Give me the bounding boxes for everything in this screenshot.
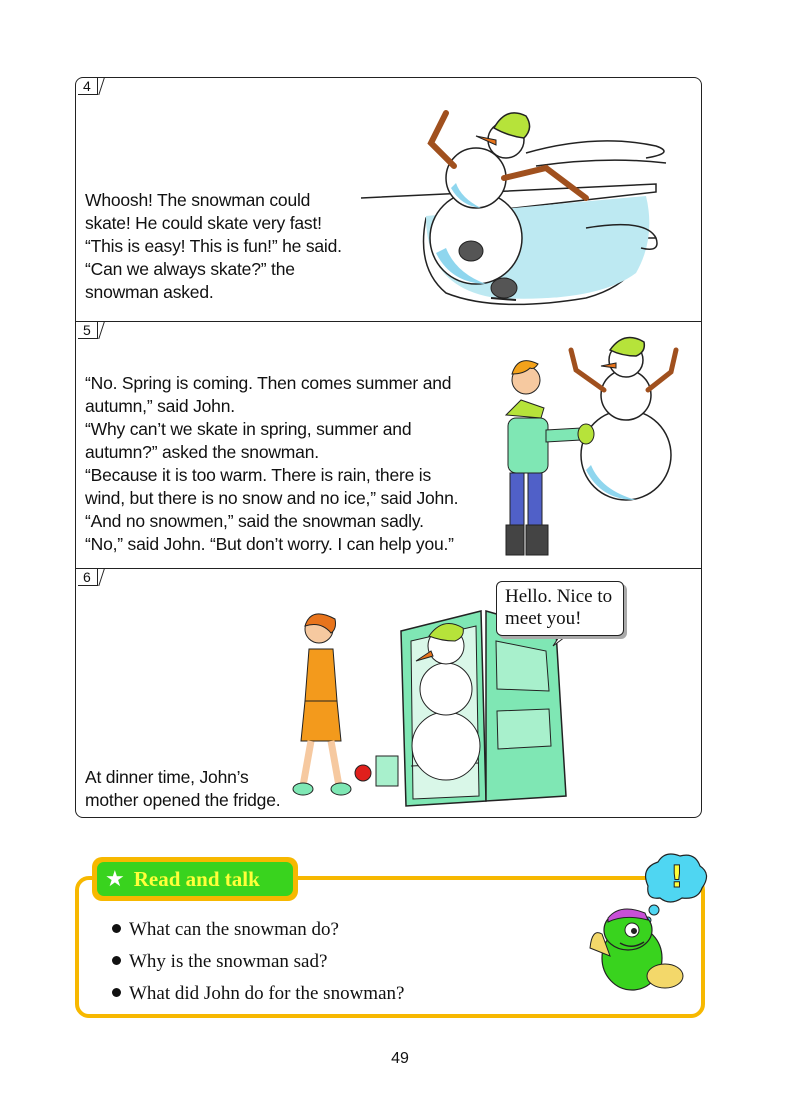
bubble-line: Hello. Nice to	[505, 586, 613, 607]
john-and-snowman-illustration	[486, 330, 696, 565]
skating-snowman-illustration	[356, 88, 686, 318]
text-line: Whoosh! The snowman could	[85, 190, 311, 210]
bullet-icon	[112, 924, 121, 933]
panel-5	[76, 321, 701, 568]
mascot-illustration	[570, 848, 710, 998]
list-item	[112, 978, 404, 1010]
text-line: “No,” said John. “But don’t worry. I can help you.”	[85, 534, 454, 554]
question-text: Why is the snowman sad?	[129, 951, 328, 972]
text-line: “And no snowmen,” said the snowman sadly.	[85, 511, 424, 531]
speech-bubble	[496, 581, 624, 636]
page-number: 49	[391, 1050, 409, 1067]
exclamation-icon: !	[670, 860, 684, 895]
text-line: snowman asked.	[85, 282, 214, 302]
bubble-line: meet you!	[505, 608, 582, 629]
list-item	[112, 914, 404, 946]
read-and-talk-label	[97, 862, 293, 896]
text-line: At dinner time, John’s	[85, 767, 249, 787]
panel-4	[76, 78, 701, 321]
bullet-icon	[112, 956, 121, 965]
panel-6	[76, 568, 701, 817]
text-line: wind, but there is no snow and no ice,” said John.	[85, 488, 459, 508]
panel-number: 6	[78, 569, 98, 586]
text-line: skate! He could skate very fast!	[85, 213, 322, 233]
read-and-talk-title: Read and talk	[133, 866, 260, 891]
panel-number: 5	[78, 322, 98, 339]
text-line: mother opened the fridge.	[85, 790, 281, 810]
question-list	[112, 914, 404, 1010]
panel-text	[85, 766, 280, 812]
text-line: “This is easy! This is fun!” he said.	[85, 236, 342, 256]
text-line: autumn?” asked the snowman.	[85, 442, 319, 462]
panel-text	[85, 189, 342, 304]
list-item	[112, 946, 404, 978]
text-line: “No. Spring is coming. Then comes summer and	[85, 373, 452, 393]
text-line: autumn,” said John.	[85, 396, 235, 416]
panel-text	[85, 372, 458, 556]
question-text: What did John do for the snowman?	[129, 983, 405, 1004]
text-line: “Can we always skate?” the	[85, 259, 295, 279]
bullet-icon	[112, 988, 121, 997]
story-box	[75, 77, 702, 818]
text-line: “Because it is too warm. There is rain, there is	[85, 465, 432, 485]
panel-number: 4	[78, 78, 98, 95]
text-line: “Why can’t we skate in spring, summer and	[85, 419, 412, 439]
question-text: What can the snowman do?	[129, 919, 339, 940]
star-icon: ★	[105, 866, 125, 892]
